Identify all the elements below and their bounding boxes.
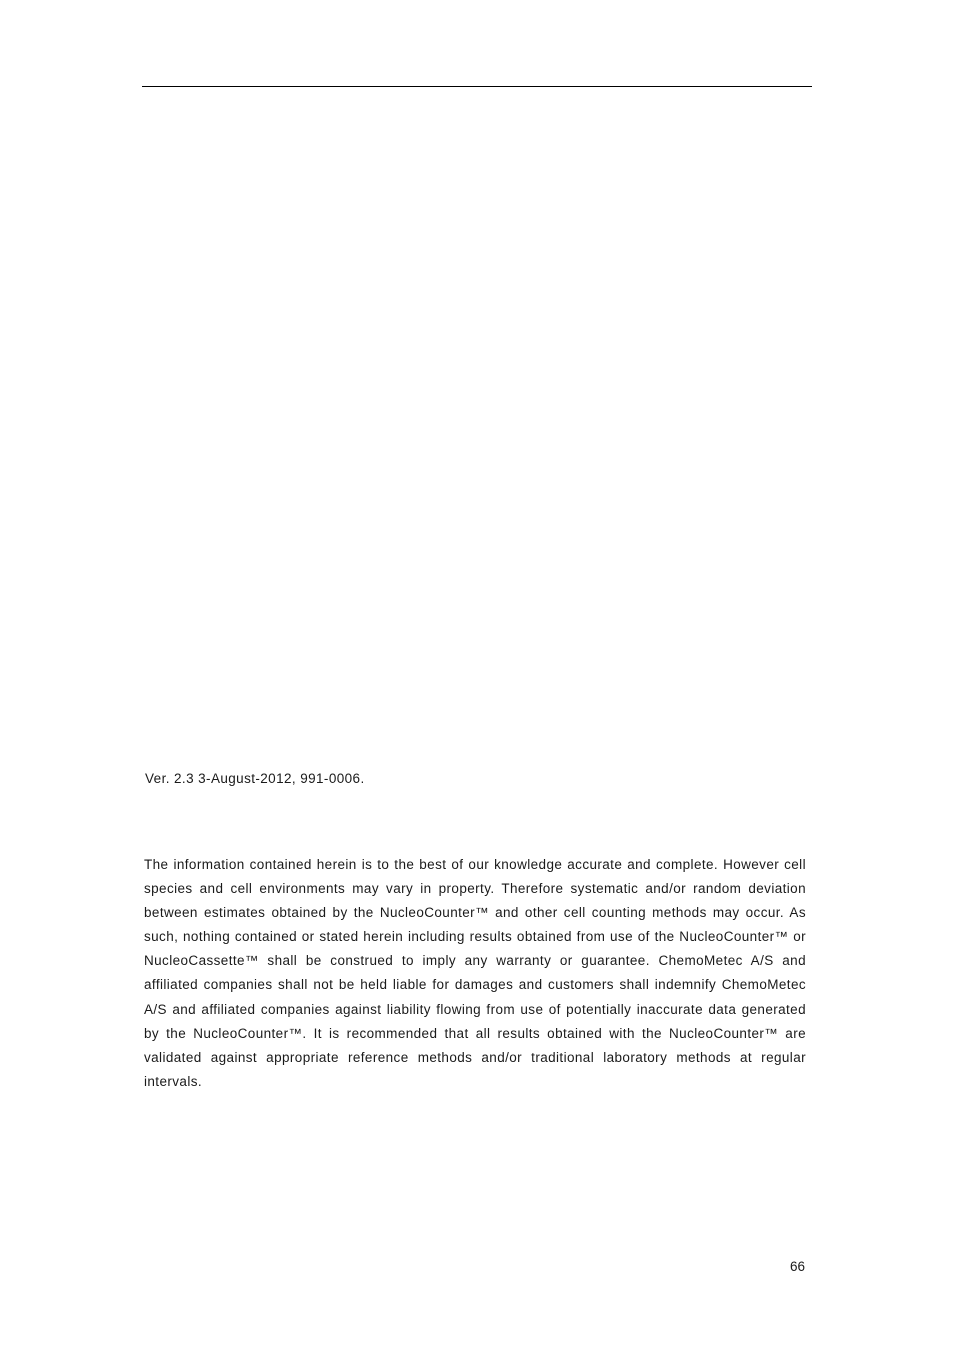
disclaimer-paragraph: The information contained herein is to the best of our knowledge accurate and complete. However cell species and cell environments may vary in property. Therefore systematic and/or random deviation between estimates obtained by the NucleoCounter™ and other cell counting methods may occur. As such, nothing contained or stated herein including results obtained from use of the NucleoCounter™ or NucleoCassette™ shall be construed to imply any warranty or guarantee. ChemoMetec A/S and affiliated companies shall not be held liable for damages and customers shall indemnify ChemoMetec A/S and affiliated companies against liability flowing from use of potentially inaccurate data generated by the NucleoCounter™. It is recommended that all results obtained with the NucleoCounter™ are validated against appropriate reference methods and/or traditional laboratory methods at regular intervals. (144, 857, 806, 1089)
version-line: Ver. 2.3 3-August-2012, 991-0006. (145, 771, 365, 786)
header-rule (142, 86, 812, 87)
page-number: 66 (790, 1259, 806, 1274)
